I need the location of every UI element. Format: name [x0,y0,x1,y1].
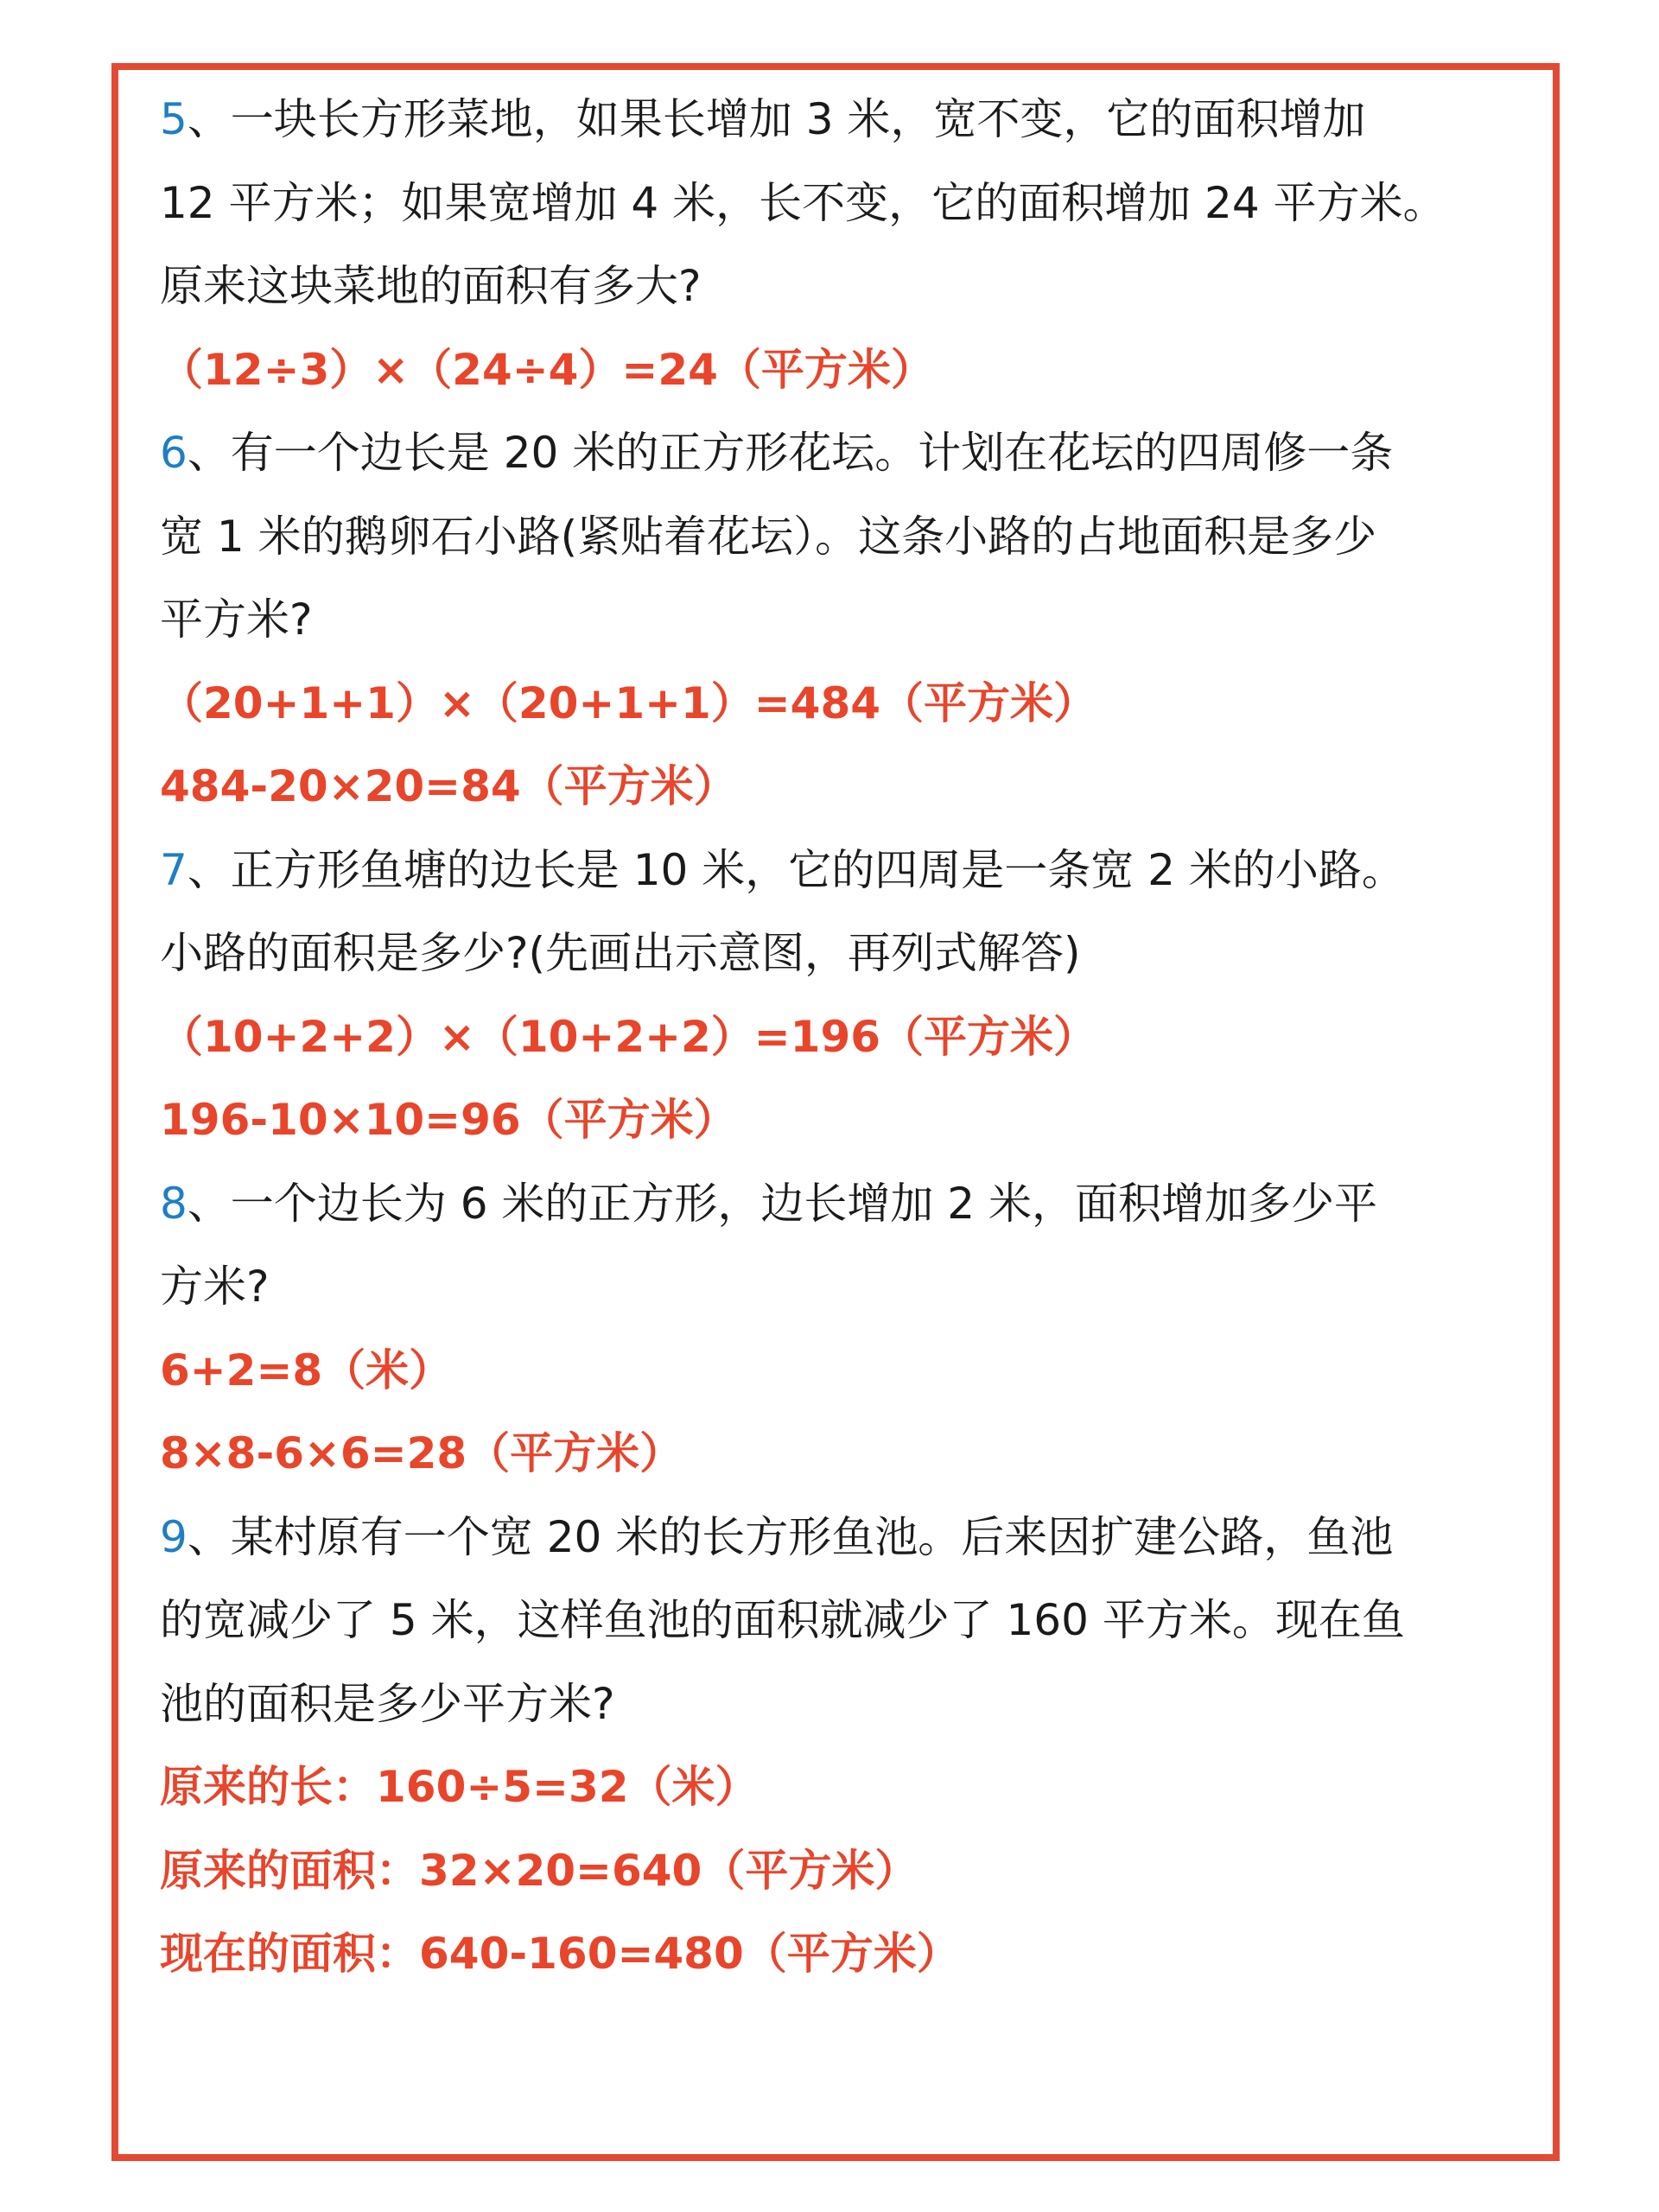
problem-number: 7 [160,844,188,895]
question-line: 的宽减少了 5 米，这样鱼池的面积就减少了 160 平方米。现在鱼 [160,1595,1405,1645]
problem-7 [160,829,1534,1162]
answer-line: 现在的面积：640-160=480（平方米） [160,1929,960,1979]
answer-line: （10+2+2）×（10+2+2）=196（平方米） [160,1011,1097,1062]
answer-line: 8×8-6×6=28（平方米） [160,1428,683,1478]
answer-line: （12÷3）×（24÷4）=24（平方米） [160,344,934,395]
question-line [160,1496,1534,1580]
answer-line: 484-20×20=84（平方米） [160,761,737,811]
problem-number: 5 [160,94,188,144]
question-line: 池的面积是多少平方米? [160,1678,615,1729]
question-line: 12 平方米；如果宽增加 4 米，长不变，它的面积增加 24 平方米。 [160,177,1446,228]
question-line: 宽 1 米的鹅卵石小路(紧贴着花坛）。这条小路的占地面积是多少 [160,511,1377,562]
problem-number: 6 [160,428,188,478]
problem-number: 9 [160,1511,188,1562]
problem-8 [160,1162,1534,1496]
problem-6 [160,411,1534,829]
problem-list [160,78,1534,1996]
question-line [160,1162,1534,1246]
question-line: 方米? [160,1262,270,1312]
question-text: 、一块长方形菜地，如果长增加 3 米，宽不变，它的面积增加 [187,94,1366,144]
answer-line: 原来的面积：32×20=640（平方米） [160,1845,918,1896]
problem-9 [160,1496,1534,1996]
question-text: 、正方形鱼塘的边长是 10 米，它的四周是一条宽 2 米的小路。 [187,844,1405,895]
question-line [160,411,1534,495]
answer-line: 6+2=8（米） [160,1344,453,1395]
problem-5 [160,78,1534,411]
answer-line: 原来的长：160÷5=32（米） [160,1762,759,1812]
question-line: 平方米? [160,594,313,645]
answer-line: 196-10×10=96（平方米） [160,1095,737,1145]
question-text: 、某村原有一个宽 20 米的长方形鱼池。后来因扩建公路，鱼池 [187,1511,1394,1562]
question-line [160,78,1534,162]
question-line: 小路的面积是多少?(先画出示意图，再列式解答) [160,928,1081,978]
question-text: 、一个边长为 6 米的正方形，边长增加 2 米，面积增加多少平 [187,1178,1378,1229]
problem-number: 8 [160,1178,188,1229]
question-line [160,829,1534,912]
question-line: 原来这块菜地的面积有多大? [160,261,702,311]
question-text: 、有一个边长是 20 米的正方形花坛。计划在花坛的四周修一条 [187,428,1394,478]
answer-line: （20+1+1）×（20+1+1）=484（平方米） [160,677,1097,728]
